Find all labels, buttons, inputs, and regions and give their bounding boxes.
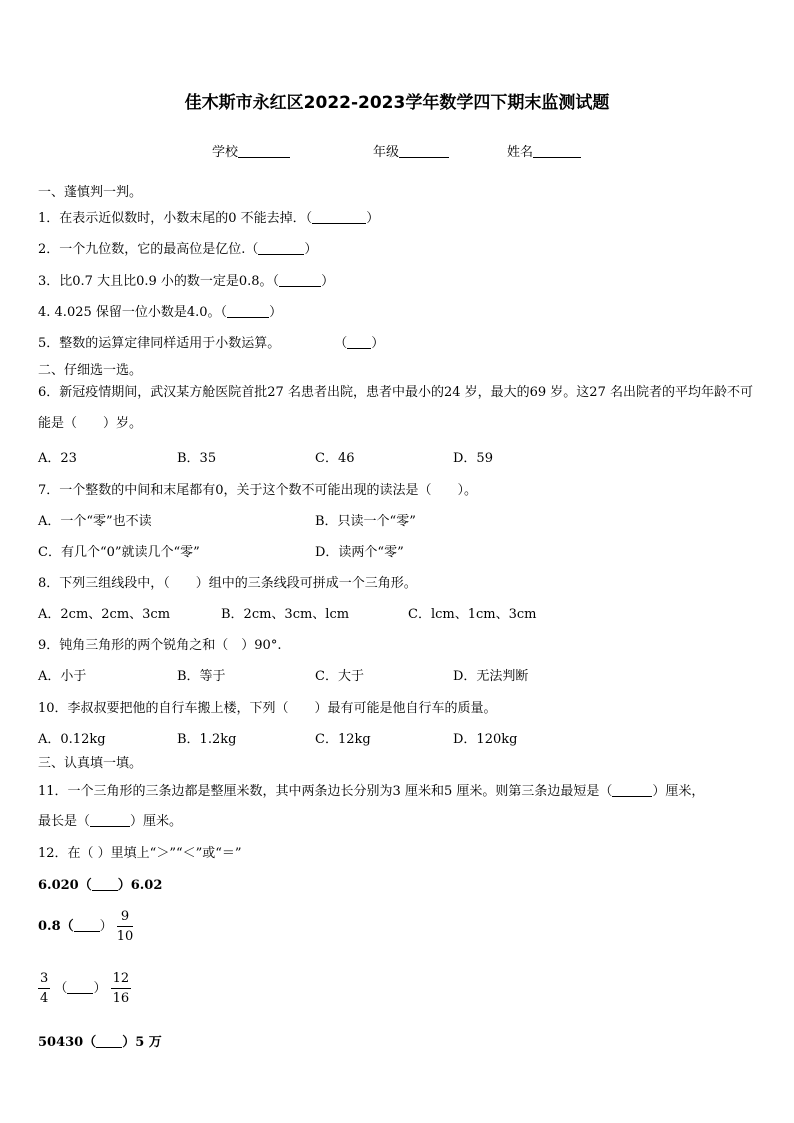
question-9: 9．钝角三角形的两个锐角之和（ ）90°. — [38, 638, 282, 653]
answer-blank[interactable] — [74, 918, 100, 932]
paren-close: ） — [269, 305, 283, 320]
q6-option-d[interactable]: D．59 — [453, 451, 493, 466]
q6-option-a[interactable]: A．23 — [38, 451, 77, 466]
q10-option-c[interactable]: C．12kg — [315, 732, 371, 747]
question-text: 3．比0.7 大且比0.9 小的数一定是0.8。（ — [38, 274, 280, 289]
compare-left: 6.020（ — [38, 878, 92, 893]
question-2 — [38, 238, 317, 257]
numerator: 9 — [117, 909, 134, 927]
answer-blank[interactable] — [96, 1034, 122, 1048]
name-label: 姓名 — [507, 145, 534, 160]
q7-option-d[interactable]: D．读两个“零” — [315, 545, 404, 560]
question-12: 12．在（ ）里填上“＞”“＜”或“＝” — [38, 846, 242, 861]
question-text: 最长是（ — [38, 814, 91, 829]
q6-option-c[interactable]: C．46 — [315, 451, 355, 466]
question-text: 1．在表示近似数时，小数末尾的0 不能去掉．（ — [38, 211, 313, 226]
school-blank[interactable] — [238, 144, 290, 158]
section-heading: 三、认真填一填。 — [38, 756, 143, 771]
numerator: 3 — [38, 971, 50, 989]
answer-blank[interactable] — [279, 273, 321, 287]
fraction-3-4 — [38, 971, 50, 1006]
fraction-12-16 — [111, 971, 132, 1006]
q10-option-a[interactable]: A．0.12kg — [38, 732, 106, 747]
question-4 — [38, 301, 282, 320]
grade-blank[interactable] — [399, 144, 449, 158]
school-field[interactable] — [212, 141, 290, 160]
section-heading: 一、蓬慎判一判。 — [38, 185, 143, 200]
numerator: 12 — [111, 971, 132, 989]
question-text: 4. 4.025 保留一位小数是4.0。（ — [38, 305, 228, 320]
q7-option-a[interactable]: A．一个“零”也不读 — [38, 514, 152, 529]
compare-right: ）6.02 — [117, 878, 163, 893]
grade-label: 年级 — [373, 145, 400, 160]
question-text: 11．一个三角形的三条边都是整厘米数，其中两条边长分别为3 厘米和5 厘米。则第三条边最短是（ — [38, 784, 613, 799]
q7-option-c[interactable]: C．有几个“0”就读几个“零” — [38, 545, 200, 560]
paren-close: ） — [371, 336, 385, 351]
question-10: 10．李叔叔要把他的自行车搬上楼，下列（ ）最有可能是他自行车的质量。 — [38, 701, 497, 716]
q8-option-c[interactable]: C．lcm、1cm、3cm — [408, 607, 537, 622]
q8-option-a[interactable]: A．2cm、2cm、3cm — [38, 607, 171, 622]
school-label: 学校 — [212, 145, 239, 160]
question-1 — [38, 207, 379, 226]
question-7: 7．一个整数的中间和末尾都有0，关于这个数不可能出现的读法是（ ）。 — [38, 483, 478, 498]
page-title: 佳木斯市永红区2022-2023学年数学四下期末监测试题 — [184, 93, 610, 113]
question-text: ）厘米， — [652, 784, 705, 799]
answer-blank[interactable] — [347, 335, 371, 349]
answer-blank[interactable] — [67, 980, 93, 994]
compare-1 — [38, 874, 162, 893]
question-text: 2．一个九位数，它的最高位是亿位.（ — [38, 242, 259, 257]
answer-blank[interactable] — [92, 877, 118, 891]
compare-3 — [38, 971, 131, 1006]
denominator: 4 — [40, 991, 49, 1006]
name-field[interactable] — [507, 141, 581, 160]
answer-blank[interactable] — [312, 210, 366, 224]
compare-4 — [38, 1031, 162, 1050]
section-heading: 二、仔细选一选。 — [38, 363, 143, 378]
q9-option-c[interactable]: C．大于 — [315, 669, 364, 684]
q9-option-b[interactable]: B．等于 — [177, 669, 226, 684]
name-blank[interactable] — [533, 144, 581, 158]
question-11-cont — [38, 810, 182, 829]
question-5 — [38, 332, 384, 351]
q9-option-d[interactable]: D．无法判断 — [453, 669, 529, 684]
fraction-9-10 — [117, 909, 134, 944]
compare-2 — [38, 909, 133, 944]
denominator: 16 — [112, 991, 130, 1006]
paren-close: ） — [366, 211, 380, 226]
question-3 — [38, 270, 334, 289]
question-11 — [38, 780, 704, 799]
q9-option-a[interactable]: A．小于 — [38, 669, 87, 684]
q6-option-b[interactable]: B．35 — [177, 451, 217, 466]
paren-close: ） — [304, 242, 318, 257]
paren-close: ） — [321, 274, 335, 289]
answer-blank[interactable] — [90, 813, 130, 827]
answer-blank[interactable] — [227, 304, 269, 318]
paren-open: （ — [334, 336, 348, 351]
paren-open: （ — [54, 981, 68, 996]
q8-option-b[interactable]: B．2cm、3cm、lcm — [221, 607, 350, 622]
compare-left: 0.8（ — [38, 919, 74, 934]
question-text: 5．整数的运算定律同样适用于小数运算。 — [38, 336, 281, 351]
q10-option-b[interactable]: B．1.2kg — [177, 732, 237, 747]
paren-close: ） — [93, 981, 107, 996]
compare-right: ）5 万 — [122, 1035, 162, 1050]
paren-close: ） — [99, 919, 113, 934]
question-8: 8．下列三组线段中，（ ）组中的三条线段可拼成一个三角形。 — [38, 576, 417, 591]
grade-field[interactable] — [373, 141, 449, 160]
question-text: ）厘米。 — [130, 814, 183, 829]
q7-option-b[interactable]: B．只读一个“零” — [315, 514, 416, 529]
answer-blank[interactable] — [258, 241, 304, 255]
question-6: 6．新冠疫情期间，武汉某方舱医院首批27 名患者出院，患者中最小的24 岁，最大的69 岁。这27 名出院者的平均年龄不可能是（ ）岁。 — [38, 385, 753, 431]
denominator: 10 — [116, 929, 134, 944]
compare-left: 50430（ — [38, 1035, 97, 1050]
q10-option-d[interactable]: D．120kg — [453, 732, 518, 747]
answer-blank[interactable] — [612, 783, 652, 797]
